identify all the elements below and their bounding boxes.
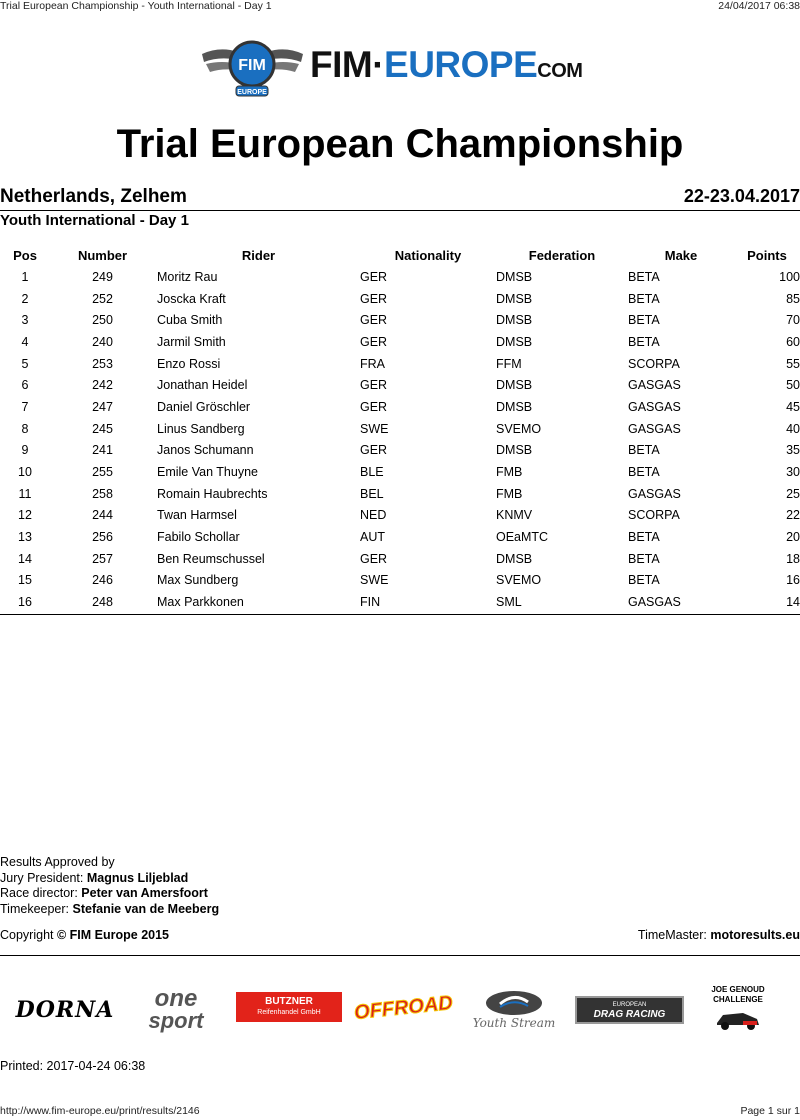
offroad-logo: OFFROAD bbox=[352, 991, 454, 1024]
cell-number: 245 bbox=[92, 421, 113, 436]
svg-text:FIM: FIM bbox=[238, 57, 266, 74]
youthstream-swoosh-icon bbox=[484, 990, 544, 1016]
cell-nationality: GER bbox=[360, 399, 388, 414]
col-header-nationality: Nationality bbox=[394, 248, 462, 263]
cell-pos: 14 bbox=[18, 551, 32, 566]
cell-federation: DMSB bbox=[496, 378, 533, 393]
col-header-points: Points bbox=[747, 248, 787, 263]
table-bottom-divider bbox=[0, 614, 800, 615]
cell-federation: SML bbox=[496, 595, 522, 610]
cell-pos: 8 bbox=[21, 421, 29, 436]
col-header-rider: Rider bbox=[241, 248, 276, 263]
cell-nationality: NED bbox=[360, 508, 387, 523]
cell-nationality: BEL bbox=[360, 486, 384, 501]
cell-federation: DMSB bbox=[496, 269, 533, 284]
cell-nationality: SWE bbox=[360, 573, 389, 588]
cell-points: 20 bbox=[786, 530, 800, 545]
cell-make: GASGAS bbox=[628, 421, 681, 436]
table-row bbox=[0, 331, 800, 353]
cell-make: BETA bbox=[628, 573, 660, 588]
cell-rider: Ben Reumschussel bbox=[157, 551, 265, 566]
cell-pos: 4 bbox=[21, 334, 29, 349]
table-row bbox=[0, 266, 800, 288]
cell-nationality: GER bbox=[360, 443, 388, 458]
cell-make: GASGAS bbox=[628, 378, 681, 393]
cell-nationality: GER bbox=[360, 551, 388, 566]
cell-points: 85 bbox=[786, 291, 800, 306]
cell-federation: DMSB bbox=[496, 443, 533, 458]
cell-rider: Janos Schumann bbox=[157, 443, 254, 458]
cell-federation: DMSB bbox=[496, 334, 533, 349]
cell-nationality: BLE bbox=[360, 465, 384, 480]
cell-federation: DMSB bbox=[496, 551, 533, 566]
cell-nationality: GER bbox=[360, 313, 388, 328]
cell-federation: OEaMTC bbox=[496, 530, 549, 545]
cell-rider: Enzo Rossi bbox=[157, 356, 221, 371]
fim-europe-logo bbox=[200, 36, 610, 98]
table-row bbox=[0, 548, 800, 570]
cell-make: BETA bbox=[628, 551, 660, 566]
cell-nationality: GER bbox=[360, 291, 388, 306]
cell-federation: FMB bbox=[496, 465, 523, 480]
cell-rider: Romain Haubrechts bbox=[157, 486, 268, 501]
cell-pos: 3 bbox=[21, 313, 29, 328]
onesport-logo: one sport bbox=[148, 985, 204, 1033]
cell-number: 255 bbox=[92, 465, 113, 480]
cell-federation: DMSB bbox=[496, 313, 533, 328]
cell-make: BETA bbox=[628, 334, 660, 349]
cell-points: 14 bbox=[786, 595, 800, 610]
cell-number: 258 bbox=[92, 486, 113, 501]
cell-rider: Daniel Gröschler bbox=[157, 399, 251, 414]
cell-number: 242 bbox=[92, 378, 113, 393]
cell-federation: SVEMO bbox=[496, 421, 542, 436]
footer-divider bbox=[0, 955, 800, 956]
table-row bbox=[0, 505, 800, 527]
cell-make: GASGAS bbox=[628, 486, 681, 501]
approval-block bbox=[0, 855, 219, 917]
cell-pos: 1 bbox=[21, 269, 29, 284]
col-header-number: Number bbox=[77, 248, 128, 263]
sponsor-logos bbox=[0, 980, 800, 1040]
european-drag-racing-logo: EUROPEAN DRAG RACING bbox=[575, 996, 684, 1024]
cell-pos: 7 bbox=[21, 399, 29, 414]
cell-federation: FMB bbox=[496, 486, 523, 501]
cell-number: 244 bbox=[92, 508, 113, 523]
page-title: Trial European Championship bbox=[116, 122, 684, 166]
approved-label: Results Approved by bbox=[0, 855, 115, 869]
col-header-federation: Federation bbox=[528, 248, 596, 263]
cell-rider: Joscka Kraft bbox=[157, 291, 226, 306]
cell-pos: 12 bbox=[18, 508, 32, 523]
cell-nationality: FIN bbox=[360, 595, 381, 610]
cell-rider: Moritz Rau bbox=[157, 269, 218, 284]
table-row bbox=[0, 526, 800, 548]
cell-make: GASGAS bbox=[628, 399, 681, 414]
cell-points: 22 bbox=[786, 508, 800, 523]
cell-make: SCORPA bbox=[628, 508, 680, 523]
cell-rider: Jarmil Smith bbox=[157, 334, 226, 349]
cell-federation: FFM bbox=[496, 356, 522, 371]
cell-number: 246 bbox=[92, 573, 113, 588]
race-director-line: Race director: Peter van Amersfoort bbox=[0, 886, 208, 900]
cell-pos: 10 bbox=[18, 465, 32, 480]
cell-make: BETA bbox=[628, 530, 660, 545]
table-row bbox=[0, 591, 800, 613]
cell-points: 55 bbox=[786, 356, 800, 371]
cell-number: 252 bbox=[92, 291, 113, 306]
table-row bbox=[0, 440, 800, 462]
cell-points: 45 bbox=[786, 399, 800, 414]
col-header-make: Make bbox=[664, 248, 698, 263]
cell-number: 248 bbox=[92, 595, 113, 610]
cell-pos: 6 bbox=[21, 378, 29, 393]
cell-nationality: GER bbox=[360, 269, 388, 284]
timekeeper-line: Timekeeper: Stefanie van de Meeberg bbox=[0, 901, 220, 916]
dorna-logo: DORNA bbox=[15, 997, 115, 1023]
table-header-row bbox=[0, 245, 800, 266]
cell-points: 35 bbox=[786, 443, 800, 458]
event-place: Netherlands, Zelhem bbox=[0, 186, 187, 207]
table-row bbox=[0, 418, 800, 440]
cell-federation: KNMV bbox=[496, 508, 533, 523]
print-footer-page: Page 1 sur 1 bbox=[740, 1105, 800, 1117]
cell-rider: Linus Sandberg bbox=[157, 421, 245, 436]
header-divider bbox=[0, 210, 800, 211]
cell-pos: 15 bbox=[18, 573, 32, 588]
cell-pos: 16 bbox=[18, 595, 32, 610]
event-class: Youth International - Day 1 bbox=[0, 212, 189, 229]
table-row bbox=[0, 461, 800, 483]
table-row bbox=[0, 396, 800, 418]
print-header-datetime: 24/04/2017 06:38 bbox=[718, 0, 800, 12]
table-row bbox=[0, 309, 800, 331]
cell-nationality: AUT bbox=[360, 530, 385, 545]
cell-points: 18 bbox=[786, 551, 800, 566]
cell-make: SCORPA bbox=[628, 356, 680, 371]
cell-pos: 11 bbox=[18, 486, 32, 501]
print-footer-url: http://www.fim-europe.eu/print/results/2146 bbox=[0, 1105, 200, 1117]
cell-points: 50 bbox=[786, 378, 800, 393]
cell-nationality: FRA bbox=[360, 356, 385, 371]
table-row bbox=[0, 483, 800, 505]
table-row bbox=[0, 353, 800, 375]
race-car-icon bbox=[713, 1005, 763, 1031]
cell-number: 250 bbox=[92, 313, 113, 328]
cell-rider: Jonathan Heidel bbox=[157, 378, 248, 393]
cell-points: 60 bbox=[786, 334, 800, 349]
print-header-title: Trial European Championship - Youth International - Day 1 bbox=[0, 0, 272, 12]
results-table bbox=[0, 245, 800, 613]
cell-rider: Fabilo Schollar bbox=[157, 530, 240, 545]
copyright: Copyright © FIM Europe 2015 bbox=[0, 928, 170, 942]
cell-pos: 9 bbox=[21, 443, 29, 458]
cell-make: BETA bbox=[628, 291, 660, 306]
cell-number: 256 bbox=[92, 530, 113, 545]
cell-number: 249 bbox=[92, 269, 113, 284]
cell-pos: 13 bbox=[18, 530, 32, 545]
cell-make: BETA bbox=[628, 465, 660, 480]
cell-points: 100 bbox=[779, 269, 800, 284]
table-row bbox=[0, 374, 800, 396]
cell-number: 241 bbox=[92, 443, 113, 458]
cell-federation: DMSB bbox=[496, 291, 533, 306]
cell-pos: 2 bbox=[21, 291, 29, 306]
timekeeper-name: Stefanie van de Meeberg bbox=[72, 901, 220, 916]
cell-rider: Max Parkkonen bbox=[157, 595, 244, 610]
cell-nationality: SWE bbox=[360, 421, 389, 436]
cell-nationality: GER bbox=[360, 334, 388, 349]
cell-make: BETA bbox=[628, 313, 660, 328]
race-director-name: Peter van Amersfoort bbox=[81, 886, 208, 900]
cell-number: 247 bbox=[92, 399, 113, 414]
cell-federation: SVEMO bbox=[496, 573, 542, 588]
fim-europe-wordmark: FIM·EUROPECOM bbox=[310, 44, 583, 85]
cell-points: 30 bbox=[786, 465, 800, 480]
cell-number: 257 bbox=[92, 551, 113, 566]
cell-pos: 5 bbox=[21, 356, 29, 371]
cell-nationality: GER bbox=[360, 378, 388, 393]
table-row bbox=[0, 288, 800, 310]
svg-text:EUROPE: EUROPE bbox=[237, 89, 267, 96]
timemaster: TimeMaster: motoresults.eu bbox=[637, 928, 800, 942]
cell-points: 25 bbox=[786, 486, 800, 501]
cell-number: 253 bbox=[92, 356, 113, 371]
table-row bbox=[0, 570, 800, 592]
cell-number: 240 bbox=[92, 334, 113, 349]
cell-make: BETA bbox=[628, 269, 660, 284]
cell-rider: Max Sundberg bbox=[157, 573, 239, 588]
cell-rider: Twan Harmsel bbox=[157, 508, 237, 523]
event-dates: 22-23.04.2017 bbox=[683, 186, 800, 206]
cell-points: 16 bbox=[786, 573, 800, 588]
cell-rider: Emile Van Thuyne bbox=[157, 465, 258, 480]
printed-timestamp: Printed: 2017-04-24 06:38 bbox=[0, 1059, 146, 1073]
cell-points: 70 bbox=[786, 313, 800, 328]
youthstream-logo: Youth Stream bbox=[466, 986, 562, 1034]
cell-points: 40 bbox=[786, 421, 800, 436]
cell-rider: Cuba Smith bbox=[157, 313, 223, 328]
cell-federation: DMSB bbox=[496, 399, 533, 414]
fim-badge-icon bbox=[200, 36, 305, 98]
joe-genoud-challenge-logo: JOE GENOUD CHALLENGE bbox=[708, 982, 768, 1034]
jury-president-line: Jury President: Magnus Liljeblad bbox=[0, 870, 189, 885]
butzner-logo: BUTZNER Reifenhandel GmbH bbox=[236, 992, 342, 1022]
jury-president-name: Magnus Liljeblad bbox=[86, 870, 189, 885]
col-header-pos: Pos bbox=[13, 248, 37, 263]
cell-make: GASGAS bbox=[628, 595, 681, 610]
cell-make: BETA bbox=[628, 443, 660, 458]
